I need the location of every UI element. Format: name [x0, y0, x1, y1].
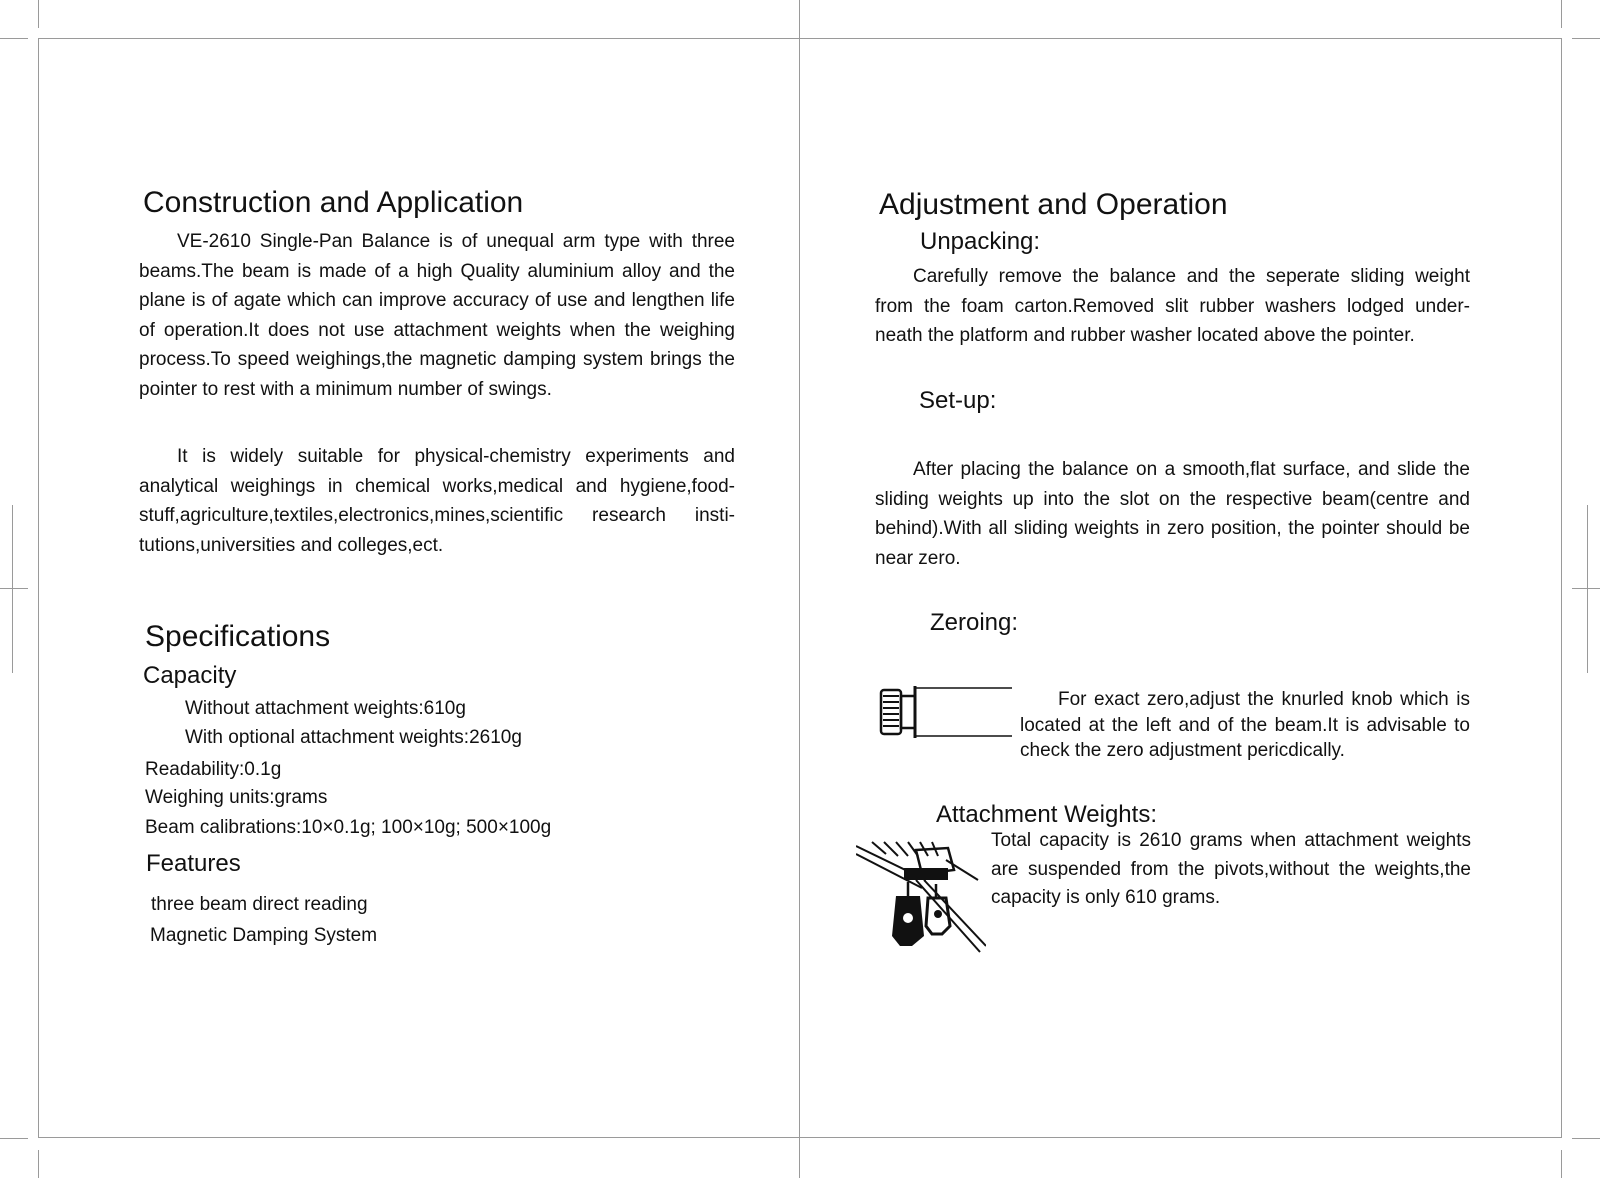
spec-readability: Readability:0.1g	[145, 759, 282, 780]
setup-text: After placing the balance on a smooth,flat surface, and slide the sliding weights up into the slot on the respective beam(centre and behind).With all sliding weights in zero position, the pointer should be near zero.	[875, 459, 1470, 569]
adjustment-heading: Adjustment and Operation	[879, 188, 1228, 221]
specifications-heading: Specifications	[145, 620, 331, 653]
spec-beam-calibrations: Beam calibrations:10×0.1g; 100×10g; 500×100g	[145, 817, 552, 838]
zeroing-heading: Zeroing:	[930, 609, 1019, 636]
feature-item: Magnetic Damping System	[150, 925, 378, 946]
attachment-text: Total capacity is 2610 grams when attachment weights are suspended from the pivots,without the weights,the capacity is only 610 grams.	[991, 830, 1471, 908]
right-page	[800, 0, 1600, 1178]
construction-heading: Construction and Application	[143, 186, 524, 219]
construction-paragraph-1: VE-2610 Single-Pan Balance is of unequal arm type with three beams.The beam is made of a high Quality aluminium alloy and the plane is of agate which can improve accuracy of use and lengthen life of operation.It does not use attachment weights when the weighing process.To speed weighings,the magnetic damping system brings the pointer to rest with a minimum number of swings.	[139, 231, 735, 400]
spec-with-attachment: With optional attachment weights:2610g	[185, 727, 522, 748]
features-heading: Features	[146, 850, 241, 877]
spec-without-attachment: Without attachment weights:610g	[185, 698, 466, 719]
attachment-heading: Attachment Weights:	[936, 801, 1157, 828]
setup-heading: Set-up:	[919, 387, 997, 414]
unpacking-heading: Unpacking:	[920, 228, 1041, 255]
construction-paragraph-2: It is widely suitable for physical-chemistry experiments and analytical weighings in chemical works,medical and hygiene,food-stuff,agriculture,textiles,electronics,mines,scientific research insti-tutions,universities and colleges,ect.	[139, 446, 735, 556]
spec-weighing-units: Weighing units:grams	[145, 787, 328, 808]
zeroing-text: For exact zero,adjust the knurled knob which is located at the left and of the beam.It is advisable to check the zero adjustment pericdically.	[1020, 689, 1470, 761]
unpacking-text: Carefully remove the balance and the seperate sliding weight from the foam carton.Removed slit rubber washers lodged under-neath the platform and rubber washer located above the pointer.	[875, 266, 1470, 346]
knurled-knob-icon	[877, 684, 1013, 740]
feature-item: three beam direct reading	[151, 894, 368, 915]
attachment-weights-icon	[856, 840, 986, 956]
capacity-heading: Capacity	[143, 662, 237, 689]
